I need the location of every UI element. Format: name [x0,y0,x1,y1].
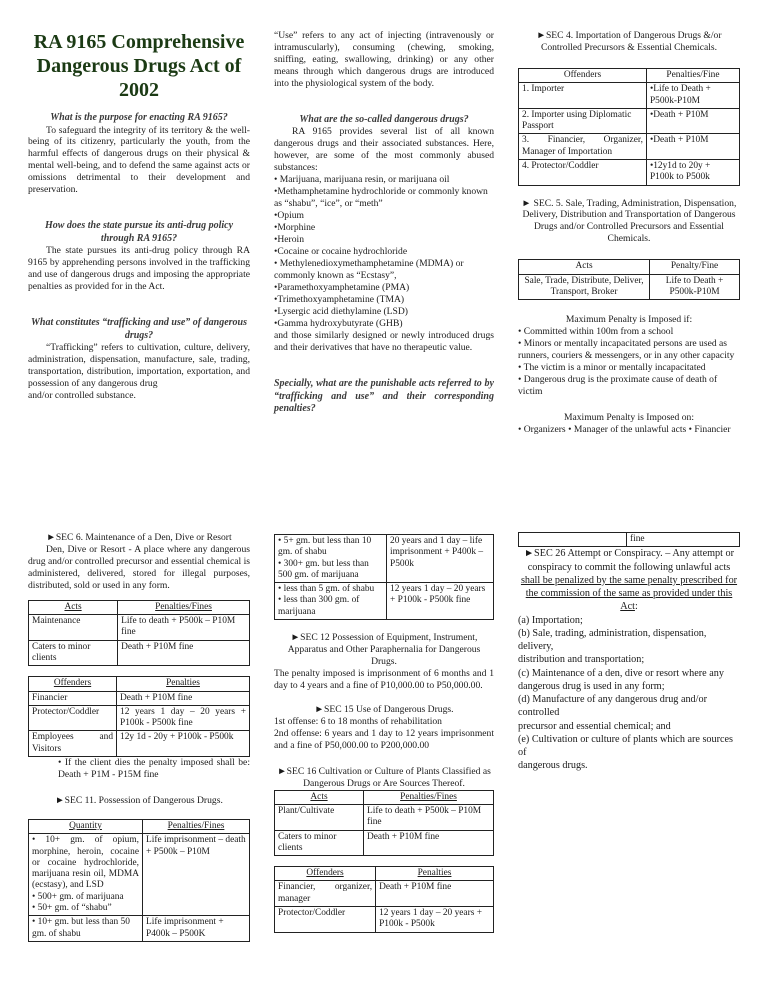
sec16-title: ►SEC 16 Cultivation or Culture of Plants Classified as Dangerous Drugs or Are Sources Thereof. [277,765,491,789]
list-item: • Committed within 100m from a school [518,326,674,338]
drug-item: •Trimethoxyamphetamine (TMA) [274,294,405,306]
list-item: (a) Importation; [518,614,583,626]
table-cell: Death + P10M fine [117,691,250,705]
table-header: Quantity [29,819,143,833]
sec4-title: ►SEC 4. Importation of Dangerous Drugs &/or Controlled Precursors & Essential Chemicals. [536,30,722,53]
table-cell: Death + P10M fine [118,640,250,666]
table-cell: Financier [29,691,117,705]
drug-item: •Heroin [274,234,304,246]
table-cell: Financier, organizer, manager [275,881,376,907]
max-penalty-if-list [518,326,740,398]
drug-item: •Morphine [274,222,316,234]
drugs-conclusion: and those similarly designed or newly introduced drugs and their derivatives that have no therapeutic value. [274,330,494,354]
table-cell: Employees and Visitors [29,731,117,757]
list-item: (d) Manufacture of any dangerous drug and/or controlled [518,694,707,719]
table-cell: 20 years and 1 day – life imprisonment + P400k – P500k [387,535,494,583]
drug-item: • Methylenedioxymethamphetamine (MDMA) or commonly known as “Ecstasy”, [274,258,464,282]
table-cell: Death + P10M fine [376,881,494,907]
drug-item: •Paramethoxyamphetamine (PMA) [274,282,410,294]
table-header: Acts [519,260,650,274]
table-cell: 4. Protector/Coddler [519,159,647,185]
table-cell: • 5+ gm. but less than 10 gm. of shabu • 300+ gm. but less than 500 gm. of marijuana [275,535,387,583]
table-row [519,533,740,547]
table-cell: •12y1d to 20y + P100k to P500k [646,159,739,185]
list-item: (b) Sale, trading, administration, dispensation, delivery, [518,627,707,653]
sec16-acts-table [274,790,494,856]
table-cell: •Death + P10M [646,108,739,134]
table-cell: 12 years 1 day – 20 years + P100k - P500k fine [387,583,494,620]
question-policy: How does the state pursue its anti-drug policy through RA 9165? [44,220,234,244]
table-cell: Death + P10M fine [364,830,494,856]
sec6-title: ►SEC 6. Maintenance of a Den, Dive or Resort [46,532,232,543]
table-header: Acts [275,790,364,804]
table-cell: 12 years 1 day – 20 years + P100k - P500k fine [117,705,250,731]
sec11-table [28,819,250,942]
sec5-table [518,259,740,300]
table-cell: Protector/Coddler [275,907,376,933]
drug-item: • Marijuana, marijuana resin, or marijuana oil [274,174,450,186]
sec12-16-column [274,534,494,933]
answer-purpose: To safeguard the integrity of its territory & the well-being of its citizenry, particularly the youth, from the harmful effects of dangerous drugs on their physical & mental well-being, and to defend the same against acts or omissions detrimental to their development and preservation. [28,124,250,196]
table-row [29,834,250,916]
table-row [519,134,740,160]
sec11-title: ►SEC 11. Possession of Dangerous Drugs. [55,794,223,806]
sec26-intro-text: ►SEC 26 Attempt or Conspiracy. – Any attempt or conspiracy to commit the following unlawful acts [523,548,735,573]
max-penalty-if-title: Maximum Penalty is Imposed if: [565,314,693,326]
sec4-5-column [518,30,740,436]
table-header: Penalties/Fines [118,600,250,614]
table-header: Penalties/Fines [364,790,494,804]
table-header: Offenders [519,68,647,82]
question-punishable-acts: Specially, what are the punishable acts referred to by “trafficking and use” and their corresponding penalties? [274,378,494,415]
table-row [29,691,250,705]
list-item: dangerous drugs. [518,760,588,772]
drug-item: •Lysergic acid diethylamine (LSD) [274,306,408,318]
table-cell: Life to Death + P500k-P10M [650,274,740,300]
sec26-colon: : [634,601,638,613]
table-row [275,830,494,856]
table-header: Penalties/Fine [646,68,739,82]
list-item: • Minors or mentally incapacitated persons are used as runners, couriers & messengers, or in any other capacity [518,338,735,362]
table-header: Acts [29,600,118,614]
table-cell: 12 years 1 day – 20 years + P100k - P500k [376,907,494,933]
table-cell: •Death + P10M [646,134,739,160]
table-cell: fine [627,533,740,547]
list-item: • Dangerous drug is the proximate cause of death of victim [518,374,718,398]
sec26-column [518,532,740,773]
table-header: Penalties/Fines [143,819,250,833]
table-header: Penalties [376,867,494,881]
list-item: dangerous drug is used in any form; [518,680,665,692]
table-cell: Protector/Coddler [29,705,117,731]
intro-column [28,30,250,402]
table-row [29,916,250,942]
table-cell: Caters to minor clients [275,830,364,856]
table-cell: Life to death + P500k – P10M fine [364,805,494,831]
table-header: Penalty/Fine [650,260,740,274]
table-cell [519,533,627,547]
sec6-11-column [28,532,250,942]
sec26-list [518,614,740,773]
sec6-offenders-table [28,676,250,757]
list-item: precursor and essential chemical; and [518,720,671,732]
dangerous-drugs-intro: RA 9165 provides several list of all known dangerous drugs and their associated substances. Here, however, are some of the most commonly abused substances: [274,126,494,174]
sec4-table [518,68,740,186]
table-cell: 2. Importer using Diplomatic Passport [519,108,647,134]
table-row [519,108,740,134]
table-cell: Life to death + P500k – P10M fine [118,615,250,641]
table-cell: Maintenance [29,615,118,641]
table-cell: Life imprisonment + P400k – P500K [143,916,250,942]
question-purpose: What is the purpose for enacting RA 9165? [50,112,228,123]
drug-item: •Methamphetamine hydrochloride or commonly known as “shabu”, “ice”, or “meth” [274,186,488,210]
sec26-intro [518,547,740,613]
list-item: (c) Maintenance of a den, dive or resort where any [518,667,724,679]
table-row [29,705,250,731]
table-cell: Life imprisonment – death + P500k – P10M [143,834,250,916]
table-row [519,83,740,109]
sec15-first-offense: 1st offense: 6 to 18 months of rehabilitation [274,715,442,727]
sec12-text: The penalty imposed is imprisonment of 6 months and 1 day to 4 years and a fine of P10,000.00 to P50,000.00. [274,667,494,691]
drugs-column [274,30,494,416]
table-row [519,159,740,185]
fine-continuation-cell [518,532,740,547]
sec5-title: ► SEC. 5. Sale, Trading, Administration, Dispensation, Delivery, Distribution and Transportation of Dangerous Drugs and/or Controlled Precursors and Essential Chemicals. [521,197,737,245]
table-cell: • 10+ gm. but less than 50 gm. of shabu [29,916,143,942]
sec16-offenders-table [274,866,494,932]
drug-item: •Gamma hydroxybutyrate (GHB) [274,318,403,330]
table-cell: Plant/Cultivate [275,805,364,831]
table-cell: • 10+ gm. of opium, morphine, heroin, cocaine or cocaine hydrochloride, marijuana resin oil, MDMA (ecstasy), and LSD • 500+ gm. of marijuana • 50+ gm. of “shabu” [29,834,143,916]
table-header: Offenders [275,867,376,881]
max-penalty-on-title: Maximum Penalty is Imposed on: [563,412,695,424]
sec6-acts-table [28,600,250,666]
table-row [519,274,740,300]
table-row [29,731,250,757]
max-penalty-on-text: • Organizers • Manager of the unlawful acts • Financier [518,424,731,436]
table-row [275,907,494,933]
use-definition: “Use” refers to any act of injecting (intravenously or intramuscularly), consuming (chewing, smoking, sniffing, eating, swallowing, drinking) or any other means through which dangerous drugs are introduced into the physiological system of the body. [274,30,494,89]
list-item: • The victim is a minor or mentally incapacitated [518,362,706,374]
table-cell: 12y 1d - 20y + P100k - P500k [117,731,250,757]
sec26-underlined: shall be penalized by the same penalty prescribed for the commission of the same as provided under this Act [520,574,738,613]
question-dangerous-drugs: What are the so-called dangerous drugs? [299,113,469,125]
list-item: (e) Cultivation or culture of plants which are sources of [518,733,734,759]
table-cell: • less than 5 gm. of shabu • less than 300 gm. of marijuana [275,583,387,620]
list-item: distribution and transportation; [518,654,645,666]
table-header: Offenders [29,677,117,691]
table-row [275,535,494,583]
answer-trafficking: “Trafficking” refers to cultivation, culture, delivery, administration, dispensation, manufacture, sale, trading, transportation, distribution, importation, exportation, and possession of any dangerous drug [28,342,250,390]
table-row [275,805,494,831]
sec15-second-offense: 2nd offense: 6 years and 1 day to 12 years imprisonment and a fine of P50,000.00 to P200,000.00 [274,727,494,751]
table-row [275,881,494,907]
sec11-table-continued [274,534,494,620]
sec12-title: ►SEC 12 Possession of Equipment, Instrument, Apparatus and Other Paraphernalia for Dangerous Drugs. [287,631,481,667]
question-trafficking: What constitutes “trafficking and use” of dangerous drugs? [31,317,247,341]
table-cell: Sale, Trade, Distribute, Deliver, Transport, Broker [519,274,650,300]
table-header: Penalties [117,677,250,691]
table-cell: 3. Financier, Organizer, Manager of Importation [519,134,647,160]
document-title: RA 9165 Comprehensive Dangerous Drugs Act of 2002 [33,31,245,101]
sec15-title: ►SEC 15 Use of Dangerous Drugs. [314,703,454,715]
drug-list [274,174,494,330]
table-cell: •Life to Death + P500k-P10M [646,83,739,109]
table-row [29,640,250,666]
table-row [29,615,250,641]
table-row [275,583,494,620]
sec6-definition: Den, Dive or Resort - A place where any dangerous drug and/or controlled precursor and essential chemical is administered, delivered, stored for illegal purposes, distributed, sold or used in any form. [28,543,250,591]
answer-policy: The state pursues its anti-drug policy through RA 9165 by apprehending persons involved in the trafficking and use of dangerous drugs and imposing the appropriate penalties as provided for in the Act. [28,245,250,293]
drug-item: •Opium [274,210,305,222]
client-death-note: • If the client dies the penalty imposed shall be: Death + P1M - P15M fine [58,757,250,780]
drug-item: •Cocaine or cocaine hydrochloride [274,246,408,258]
answer-trafficking-end: and/or controlled substance. [28,390,136,402]
table-cell: Caters to minor clients [29,640,118,666]
table-cell: 1. Importer [519,83,647,109]
